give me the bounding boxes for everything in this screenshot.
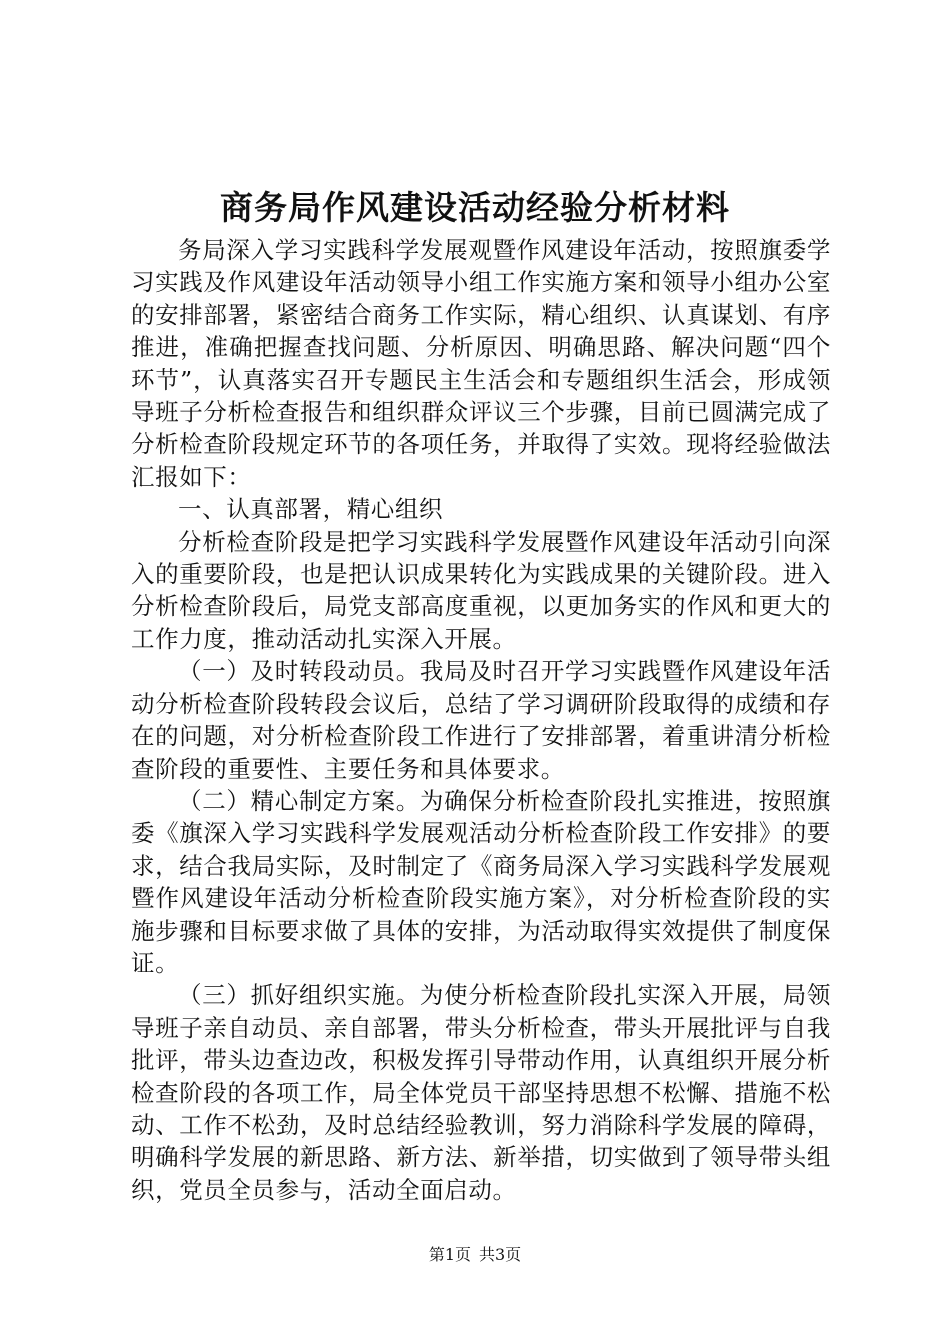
document-title: 商务局作风建设活动经验分析材料 [220, 188, 730, 227]
paragraph-item-1: （一）及时转段动员。我局及时召开学习实践暨作风建设年活动分析检查阶段转段会议后，总结了学习调研阶段取得的成绩和存在的问题，对分析检查阶段工作进行了安排部署，着重讲清分析检查阶段的重要性、主要任务和具体要求。 [131, 657, 831, 783]
paragraph-intro: 务局深入学习实践科学发展观暨作风建设年活动，按照旗委学习实践及作风建设年活动领导小组工作实施方案和领导小组办公室的安排部署，紧密结合商务工作实际，精心组织、认真谋划、有序推进，准确把握查找问题、分析原因、明确思路、解决问题“四个环节”，认真落实召开专题民主生活会和专题组织生活会，形成领导班子分析检查报告和组织群众评议三个步骤，目前已圆满完成了分析检查阶段规定环节的各项任务，并取得了实效。现将经验做法汇报如下： [131, 236, 831, 491]
paragraph-item-3: （三）抓好组织实施。为使分析检查阶段扎实深入开展，局领导班子亲自动员、亲自部署，带头分析检查，带头开展批评与自我批评，带头边查边改，积极发挥引导带动作用，认真组织开展分析检查阶段的各项工作，局全体党员干部坚持思想不松懈、措施不松动、工作不松劲，及时总结经验教训，努力消除科学发展的障碍，明确科学发展的新思路、新方法、新举措，切实做到了领导带头组织，党员全员参与，活动全面启动。 [131, 981, 831, 1204]
page-total: 共3页 [479, 1245, 522, 1264]
paragraph-section-1: 分析检查阶段是把学习实践科学发展暨作风建设年活动引向深入的重要阶段，也是把认识成果转化为实践成果的关键阶段。进入分析检查阶段后，局党支部高度重视，以更加务实的作风和更大的工作力度，推动活动扎实深入开展。 [131, 527, 831, 653]
document-body [131, 234, 831, 1206]
paragraph-item-2: （二）精心制定方案。为确保分析检查阶段扎实推进，按照旗委《旗深入学习实践科学发展观活动分析检查阶段工作安排》的要求，结合我局实际，及时制定了《商务局深入学习实践科学发展观暨作风建设年活动分析检查阶段实施方案》，对分析检查阶段的实施步骤和目标要求做了具体的安排，为活动取得实效提供了制度保证。 [131, 786, 831, 977]
page-footer [0, 1244, 950, 1266]
page-number: 第1页 [428, 1245, 471, 1264]
section-heading-1: 一、认真部署，精心组织 [178, 495, 444, 524]
